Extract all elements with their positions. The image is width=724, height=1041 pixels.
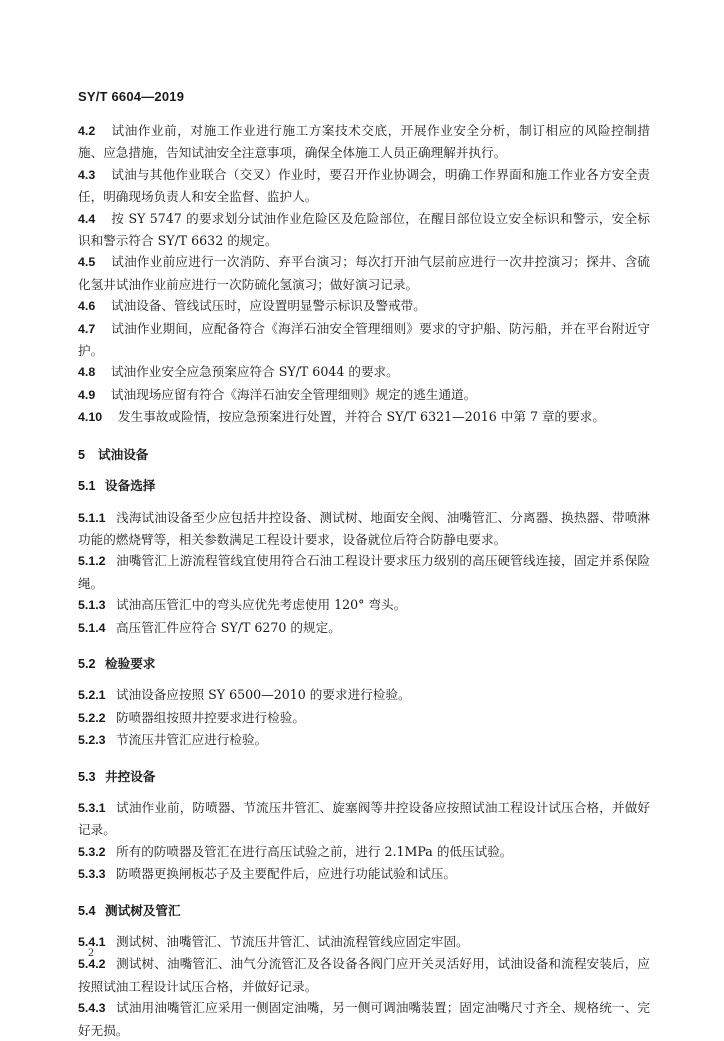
clause-text: 试油作业安全应急预案应符合 SY/T 6044 的要求。 bbox=[111, 364, 399, 380]
clause-number: 5.1.2 bbox=[78, 554, 106, 569]
clause-text: 试油作业期间，应配备符合《海洋石油安全管理细则》要求的守护船、防污船，并在平台附近守护。 bbox=[78, 320, 650, 359]
clause-text: 试油作业前，对施工作业进行施工方案技术交底，开展作业安全分析，制订相应的风险控制措施、应急措施，告知试油安全注意事项，确保全体施工人员正确理解并执行。 bbox=[78, 123, 650, 161]
clause-text: 试油用油嘴管汇应采用一侧固定油嘴，另一侧可调油嘴装置；固定油嘴尺寸齐全、规格统一、完好无损。 bbox=[78, 1000, 650, 1038]
clause-text: 高压管汇件应符合 SY/T 6270 的规定。 bbox=[116, 619, 341, 635]
clause-5-1-2 bbox=[78, 550, 650, 594]
clause-text: 防喷器更换闸板芯子及主要配件后，应进行功能试验和试压。 bbox=[116, 866, 457, 882]
chapter-title: 试油设备 bbox=[98, 446, 149, 462]
clause-text: 试油设备、管线试压时，应设置明显警示标识及警戒带。 bbox=[111, 298, 426, 314]
clause-number: 4.2 bbox=[78, 124, 96, 138]
clause-number: 5.2.3 bbox=[78, 733, 106, 748]
section-number: 5.2 bbox=[78, 656, 96, 671]
clause-4-2 bbox=[78, 120, 650, 164]
clause-number: 5.3.3 bbox=[78, 867, 106, 882]
clause-text: 试油设备应按照 SY 6500—2010 的要求进行检验。 bbox=[116, 687, 411, 703]
clause-4-9 bbox=[78, 384, 650, 406]
clause-text: 试油高压管汇中的弯头应优先考虑使用 120° 弯头。 bbox=[116, 597, 407, 613]
clause-number: 4.8 bbox=[78, 365, 96, 380]
page-number: 2 bbox=[88, 945, 94, 959]
clause-5-3-1 bbox=[78, 797, 650, 841]
clause-5-1-4 bbox=[78, 617, 650, 639]
clause-text: 所有的防喷器及管汇在进行高压试验之前，进行 2.1MPa 的低压试验。 bbox=[116, 843, 513, 859]
clause-text: 防喷器组按照井控要求进行检验。 bbox=[116, 709, 305, 725]
clause-number: 5.4.1 bbox=[78, 935, 106, 949]
clause-5-4-3 bbox=[78, 997, 650, 1041]
clause-number: 4.4 bbox=[78, 211, 96, 226]
clause-number: 4.6 bbox=[78, 299, 96, 314]
clause-number: 5.4.2 bbox=[78, 957, 106, 972]
clause-text: 测试树、油嘴管汇、节流压井管汇、试油流程管线应固定牢固。 bbox=[116, 934, 469, 949]
section-5-3-heading bbox=[78, 766, 650, 788]
page-content bbox=[78, 120, 650, 1041]
clause-4-10 bbox=[78, 406, 650, 428]
section-5-2-heading bbox=[78, 653, 650, 675]
clause-5-2-1 bbox=[78, 684, 650, 706]
clause-4-6 bbox=[78, 295, 650, 317]
clause-4-4 bbox=[78, 208, 650, 252]
clause-number: 4.7 bbox=[78, 321, 96, 336]
clause-4-5 bbox=[78, 251, 650, 295]
section-number: 5.3 bbox=[78, 769, 96, 784]
clause-5-3-3 bbox=[78, 863, 650, 885]
clause-number: 4.9 bbox=[78, 387, 96, 402]
clause-5-2-3 bbox=[78, 729, 650, 751]
clause-text: 试油与其他作业联合（交叉）作业时，要召开作业协调会，明确工作界面和施工作业各方安全责任，明确现场负责人和安全监督、监护人。 bbox=[78, 166, 650, 205]
section-title: 设备选择 bbox=[105, 478, 156, 494]
section-title: 检验要求 bbox=[105, 655, 156, 671]
clause-4-3 bbox=[78, 164, 650, 208]
clause-number: 5.1.4 bbox=[78, 620, 106, 635]
clause-text: 浅海试油设备至少应包括井控设备、测试树、地面安全阀、油嘴管汇、分离器、换热器、带喷淋功能的燃烧臂等，相关参数满足工程设计要求，设备就位后符合防静电要求。 bbox=[78, 509, 650, 547]
clause-number: 5.1.3 bbox=[78, 598, 106, 613]
clause-number: 5.3.2 bbox=[78, 844, 106, 859]
clause-number: 5.2.2 bbox=[78, 710, 106, 725]
clause-text: 油嘴管汇上游流程管线宜使用符合石油工程设计要求压力级别的高压硬管线连接，固定并系保险绳。 bbox=[78, 553, 650, 591]
clause-number: 5.2.1 bbox=[78, 688, 106, 703]
clause-number: 5.3.1 bbox=[78, 800, 106, 815]
clause-number: 5.4.3 bbox=[78, 1001, 106, 1016]
chapter-5-heading bbox=[78, 444, 650, 466]
clause-number: 4.10 bbox=[78, 410, 103, 425]
clause-5-1-1 bbox=[78, 507, 650, 551]
clause-text: 试油作业前，防喷器、节流压井管汇、旋塞阀等井控设备应按照试油工程设计试压合格，并做好记录。 bbox=[78, 799, 650, 838]
clause-text: 试油作业前应进行一次消防、弃平台演习；每次打开油气层前应进行一次井控演习；探井、含硫化氢井试油作业前应进行一次防硫化氢演习；做好演习记录。 bbox=[78, 254, 650, 292]
clause-text: 按 SY 5747 的要求划分试油作业危险区及危险部位，在醒目部位设立安全标识和警示，安全标识和警示符合 SY/T 6632 的规定。 bbox=[78, 210, 650, 249]
chapter-number: 5 bbox=[78, 447, 86, 462]
section-number: 5.4 bbox=[78, 903, 96, 918]
clause-4-7 bbox=[78, 318, 650, 362]
standard-number: SY/T 6604—2019 bbox=[78, 89, 185, 104]
section-5-4-heading bbox=[78, 900, 650, 922]
clause-5-1-3 bbox=[78, 594, 650, 616]
section-title: 井控设备 bbox=[105, 768, 156, 784]
section-number: 5.1 bbox=[78, 479, 96, 494]
clause-number: 5.1.1 bbox=[78, 510, 106, 525]
clause-5-3-2 bbox=[78, 841, 650, 863]
clause-text: 节流压井管汇应进行检验。 bbox=[116, 732, 268, 748]
clause-5-2-2 bbox=[78, 707, 650, 729]
clause-number: 4.3 bbox=[78, 167, 96, 182]
clause-text: 发生事故或险情，按应急预案进行处置，并符合 SY/T 6321—2016 中第 7 章的要求。 bbox=[118, 409, 605, 425]
clause-number: 4.5 bbox=[78, 255, 96, 270]
clause-4-8 bbox=[78, 361, 650, 383]
clause-text: 测试树、油嘴管汇、油气分流管汇及各设备各阀门应开关灵活好用，试油设备和流程安装后，应按照试油工程设计试压合格，并做好记录。 bbox=[78, 956, 650, 994]
section-title: 测试树及管汇 bbox=[105, 902, 181, 918]
clause-5-4-1 bbox=[78, 931, 650, 953]
clause-5-4-2 bbox=[78, 953, 650, 997]
clause-text: 试油现场应留有符合《海洋石油安全管理细则》规定的逃生通道。 bbox=[111, 386, 477, 402]
section-5-1-heading bbox=[78, 475, 650, 497]
